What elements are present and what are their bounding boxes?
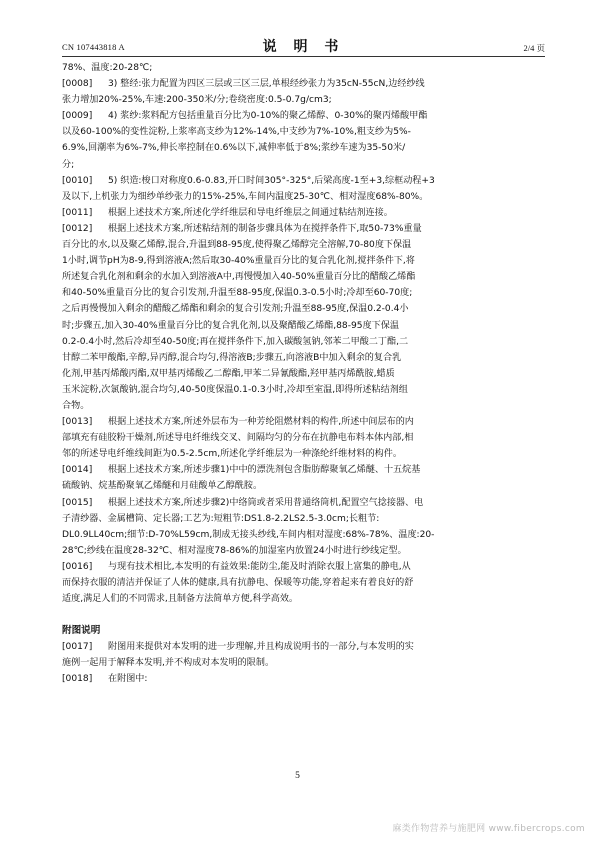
paragraph-text: 之后再慢慢加入剩余的醋酸乙烯酯和剩余的复合引发剂;升温至88-95度,保温0.2-0.4小: [62, 304, 409, 315]
paragraph-line: [62, 527, 544, 543]
paragraph-text: 4) 浆纱:浆料配方包括重量百分比为0-10%的聚乙烯醇、0-30%的聚丙烯酸甲酯: [108, 111, 428, 122]
paragraph-line: [62, 495, 544, 511]
paragraph-line: [62, 140, 544, 156]
paragraph-text: 化剂,甲基丙烯酸丙酯,双甲基丙烯酸乙二醇酯,甲苯二异氰酸酯,羟甲基丙烯酰胺,蜡质: [62, 368, 395, 379]
paragraph-number: [0009]: [62, 111, 93, 122]
paragraph: [62, 414, 544, 462]
paragraph-text: DL0.9LL40cm;细节:D-70%L59cm,制成无接头纱线,车间内相对湿度:68%-78%、温度:20-: [62, 529, 435, 540]
header-divider: [62, 56, 545, 57]
paragraph-text: 与现有技术相比,本发明的有益效果:能防尘,能及时消除衣服上富集的静电,从: [108, 561, 411, 572]
paragraph: [62, 221, 544, 414]
paragraph-line: [62, 301, 544, 317]
paragraph-line: [62, 318, 544, 334]
paragraph: [62, 495, 544, 559]
paragraph-line: [62, 671, 544, 687]
paragraph-text: 在附图中:: [108, 674, 148, 685]
paragraph-line: [62, 543, 544, 559]
paragraph-line: [62, 398, 544, 414]
patent-number: CN 107443818 A: [62, 42, 125, 52]
paragraph-line: [62, 269, 544, 285]
paragraph-line: [62, 511, 544, 527]
paragraph-text: 时;步骤五,加入30-40%重量百分比的复合乳化剂,以及聚醋酸乙烯酯,88-95度下保温: [62, 320, 399, 331]
paragraph-number: [0011]: [62, 207, 93, 218]
paragraph-line: [62, 92, 544, 108]
paragraph-text: 根据上述技术方案,所述粘结剂的制备步骤具体为在搅拌条件下,取50-73%重量: [108, 223, 422, 234]
paragraph-number: [0013]: [62, 417, 93, 428]
paragraph-line: [62, 430, 544, 446]
paragraph-text: 所述复合乳化剂和剩余的水加入到溶液A中,再慢慢加入40-50%重量百分比的醋酸乙烯酯: [62, 272, 416, 283]
paragraph-text: 0.2-0.4小时,然后冷却至40-50度;再在搅拌条件下,加入碳酸氢钠,邻苯二甲酸二丁酯,二: [62, 336, 409, 347]
paragraph-text: 而保持衣服的清洁并保证了人体的健康,具有抗静电、保暖等功能,穿着起来有着良好的舒: [62, 578, 414, 588]
paragraph-text: 百分比的水,以及聚乙烯醇,混合,升温到88-95度,使得聚乙烯醇完全溶解,70-80度下保温: [62, 240, 412, 251]
paragraph-text: 分;: [62, 159, 75, 170]
paragraph-line: [62, 108, 544, 124]
paragraph-text: 玉米淀粉,次氯酸钠,混合均匀,40-50度保温0.1-0.3小时,冷却至室温,即得所述粘结剂组: [62, 384, 408, 395]
paragraph-text: 28℃;纱线在温度28-32℃、相对湿度78-86%的加湿室内放置24小时进行纱线定型。: [62, 545, 407, 556]
paragraph-number: [0014]: [62, 465, 93, 476]
paragraph: [62, 205, 544, 221]
paragraph-line: [62, 478, 544, 494]
paragraph-text: 邻的所述导电纤维线间距为0.5-2.5cm,所述化学纤维层为一种涤纶纤维材料的构件。: [62, 449, 402, 460]
paragraph-number: [0017]: [62, 642, 93, 653]
paragraph-text: 以及60-100%的变性淀粉,上浆率高支纱为12%-14%,中支纱为7%-10%,粗支纱为5%-: [62, 127, 411, 138]
paragraph: [62, 462, 544, 494]
paragraph-line: [62, 253, 544, 269]
page-indicator: 2/4 页: [523, 43, 545, 53]
paragraph-line: [62, 173, 544, 189]
paragraph-text: 及以下,上机张力为细纱单纱张力的15%-25%,车间内温度25-30℃、相对湿度68%-80%。: [62, 191, 429, 202]
paragraph-number: [0015]: [62, 497, 93, 508]
paragraph-line: [62, 591, 544, 607]
paragraph: [62, 559, 544, 607]
paragraph-text: 根据上述技术方案,所述外层布为一种芳纶阻燃材料的构件,所述中间层布的内: [108, 417, 414, 428]
paragraph-line: [62, 382, 544, 398]
paragraph-line: [62, 462, 544, 478]
paragraph-text: 3) 整经:张力配置为四区三层或三区三层,单根经纱张力为35cN-55cN,边经纱线: [108, 79, 425, 90]
paragraph-line: [62, 76, 544, 92]
paragraph-number: [0018]: [62, 674, 93, 685]
paragraph-line: [62, 655, 544, 671]
paragraph-text: 根据上述技术方案,所述化学纤维层和导电纤维层之间通过粘结剂连接。: [108, 207, 393, 218]
paragraph-text: 张力增加20%-25%,车速:200-350米/分;卷绕密度:0.5-0.7g/cm3;: [62, 95, 332, 106]
site-watermark: 麻类作物营养与施肥网 www.fibercrops.com: [392, 824, 585, 834]
paragraph: [62, 639, 544, 671]
paragraph-text: 适度,满足人们的不同需求,且制备方法简单方便,科学高效。: [62, 594, 299, 605]
paragraph-text: 6.9%,回潮率为6%-7%,伸长率控制在0.6%以下,减伸率低于8%;浆纱车速为35-50米/: [62, 143, 406, 154]
paragraph-number: [0012]: [62, 223, 93, 234]
paragraph: [62, 173, 544, 205]
paragraph: [62, 76, 544, 108]
paragraph-number: [0010]: [62, 175, 93, 186]
paragraph-line: [62, 221, 544, 237]
paragraph-text: 和40-50%重量百分比的复合引发剂,升温至88-95度,保温0.3-0.5小时;冷却至60-70度;: [62, 288, 413, 299]
paragraph: [62, 671, 544, 687]
paragraph-line: [62, 189, 544, 205]
paragraph-number: [0008]: [62, 79, 93, 90]
paragraph-text: 合物。: [62, 400, 90, 411]
section-heading: 附图说明: [62, 625, 101, 637]
document-body: [62, 60, 544, 688]
paragraph-text: 根据上述技术方案,所述步骤2)中络筒或者采用普通络筒机,配置空气捻接器、电: [108, 497, 424, 508]
paragraph-text: 部填充有硅胶粉干燥剂,所述导电纤维线交叉、间隔均匀的分布在抗静电布料本体内部,相: [62, 433, 414, 444]
paragraph-line: [62, 157, 544, 173]
paragraph-line: [62, 575, 544, 591]
paragraph-line: [62, 446, 544, 462]
paragraph-text: 78%、温度:20-28℃;: [62, 63, 153, 73]
paragraph: [62, 108, 544, 172]
paragraph-line: [62, 414, 544, 430]
paragraph-number: [0016]: [62, 561, 93, 572]
section-gap: [62, 607, 544, 623]
paragraph: [62, 60, 544, 76]
page-number: 5: [295, 771, 300, 781]
paragraph-text: 5) 织造:梭口对称度0.6-0.83,开口时间305°-325°,后梁高度-1至+3,综框动程+3: [108, 175, 435, 186]
document-title: 说 明 书: [262, 39, 345, 55]
paragraph-text: 1小时,调节pH为8-9,得到溶液A;然后取30-40%重量百分比的复合乳化剂,搅拌条件下,将: [62, 256, 415, 267]
paragraph-text: 子清纱器、金属槽筒、定长器;工艺为:短粗节:DS1.8-2.2LS2.5-3.0cm;长粗节:: [62, 513, 380, 524]
paragraph-text: 施例一起用于解释本发明,并不构成对本发明的限制。: [62, 658, 275, 669]
paragraph-line: [62, 237, 544, 253]
paragraph-line: [62, 205, 544, 221]
paragraph-text: 根据上述技术方案,所述步骤1)中中的漂洗剂包含脂肪醇聚氧乙烯醚、十五烷基: [108, 465, 421, 476]
paragraph-text: 硫酸钠、烷基酚聚氧乙烯醚和月硅酸单乙醇酰胺。: [62, 481, 263, 492]
paragraph-text: 附图用来提供对本发明的进一步理解,并且构成说明书的一部分,与本发明的实: [108, 642, 414, 653]
paragraph-line: [62, 559, 544, 575]
paragraph-line: [62, 639, 544, 655]
paragraph-line: [62, 350, 544, 366]
paragraph-line: [62, 366, 544, 382]
paragraph-line: [62, 285, 544, 301]
paragraph-line: [62, 124, 544, 140]
paragraph-line: [62, 60, 544, 76]
paragraph-text: 甘醇二苯甲酸酯,辛醇,异丙醇,混合均匀,得溶液B;步骤五,向溶液B中加入剩余的复合乳: [62, 352, 402, 363]
paragraph-line: [62, 334, 544, 350]
page-header: [62, 34, 545, 56]
